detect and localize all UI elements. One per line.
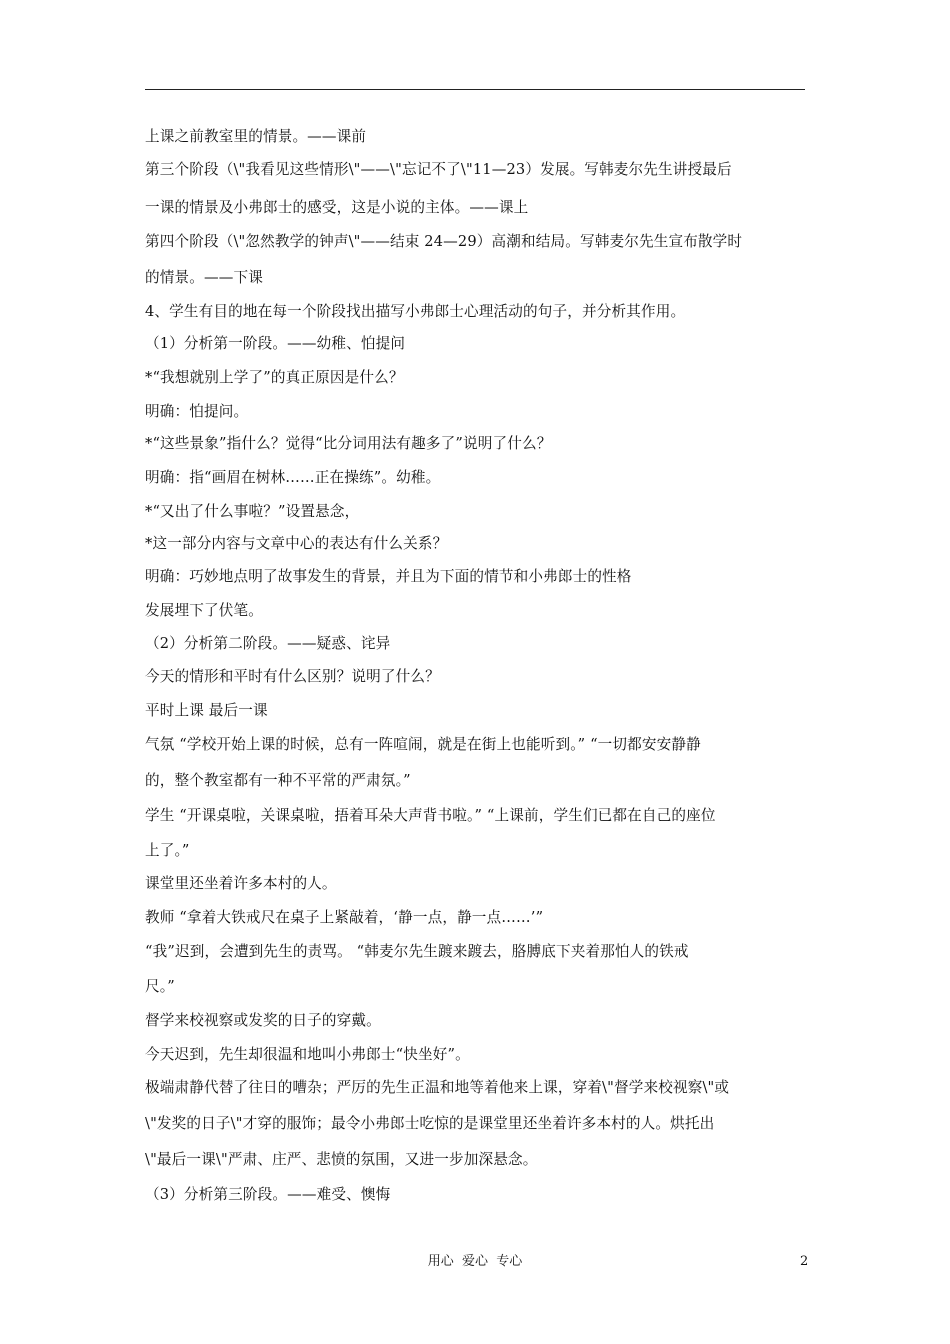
text-line: 学生 “开课桌啦，关课桌啦，捂着耳朵大声背书啦。” “上课前，学生们已都在自己的座位	[145, 807, 716, 824]
page-footer: 用心 爱心 专心	[427, 1254, 523, 1269]
text-line: 课堂里还坐着许多本村的人。	[145, 875, 337, 892]
text-line: 今天的情形和平时有什么区别？说明了什么？	[145, 668, 440, 685]
text-line: 一课的情景及小弗郎士的感受，这是小说的主体。——课上	[145, 199, 529, 216]
text-line: *“又出了什么事啦？”设置悬念，	[145, 503, 360, 520]
text-line: 上课之前教室里的情景。——课前	[145, 128, 367, 145]
text-line: 今天迟到，先生却很温和地叫小弗郎士“快坐好”。	[145, 1046, 470, 1063]
text-line: 的，整个教室都有一种不平常的严肃氛。”	[145, 772, 411, 789]
text-line: \"最后一课\"严肃、庄严、悲愤的氛围，又进一步加深悬念。	[145, 1151, 538, 1168]
text-line: 平时上课 最后一课	[145, 702, 268, 719]
text-line: （1）分析第一阶段。——幼稚、怕提问	[145, 335, 406, 352]
text-line: 明确：怕提问。	[145, 403, 249, 420]
page-number: 2	[800, 1254, 809, 1269]
text-line: 第三个阶段（\"我看见这些情形\"——\"忘记不了\"11—23）发展。写韩麦尔先生讲授最后	[145, 161, 732, 178]
text-line: *“我想就别上学了”的真正原因是什么？	[145, 369, 404, 386]
text-line: （3）分析第三阶段。——难受、懊悔	[145, 1186, 391, 1203]
text-line: 上了。”	[145, 842, 190, 859]
text-line: 明确：巧妙地点明了故事发生的背景，并且为下面的情节和小弗郎士的性格	[145, 568, 632, 585]
text-line: 督学来校视察或发奖的日子的穿戴。	[145, 1012, 381, 1029]
text-line: （2）分析第二阶段。——疑惑、诧异	[145, 635, 391, 652]
text-line: 发展埋下了伏笔。	[145, 602, 263, 619]
text-line: \"发奖的日子\"才穿的服饰；最令小弗郎士吃惊的是课堂里还坐着许多本村的人。烘托出	[145, 1115, 715, 1132]
text-line: 的情景。——下课	[145, 269, 263, 286]
text-line: 气氛 “学校开始上课的时候，总有一阵喧闹，就是在街上也能听到。” “一切都安安静静	[145, 736, 701, 753]
text-line: 明确：指“画眉在树林……正在操练”。幼稚。	[145, 469, 441, 486]
text-line: *“这些景象”指什么？觉得“比分词用法有趣多了”说明了什么？	[145, 435, 552, 452]
text-line: *这一部分内容与文章中心的表达有什么关系？	[145, 535, 448, 552]
text-line: 极端肃静代替了往日的嘈杂；严厉的先生正温和地等着他来上课，穿着\"督学来校视察\"或	[145, 1079, 730, 1096]
text-line: 教师 “拿着大铁戒尺在桌子上紧敲着，‘静一点，静一点……’”	[145, 909, 544, 926]
text-line: 4、学生有目的地在每一个阶段找出描写小弗郎士心理活动的句子，并分析其作用。	[145, 303, 686, 320]
text-line: “我”迟到，会遭到先生的责骂。 “韩麦尔先生踱来踱去，胳膊底下夹着那怕人的铁戒	[145, 943, 689, 960]
header-rule	[145, 89, 805, 90]
text-line: 尺。”	[145, 978, 175, 995]
text-line: 第四个阶段（\"忽然教学的钟声\"——结束 24—29）高潮和结局。写韩麦尔先生宣布散学时	[145, 233, 743, 250]
